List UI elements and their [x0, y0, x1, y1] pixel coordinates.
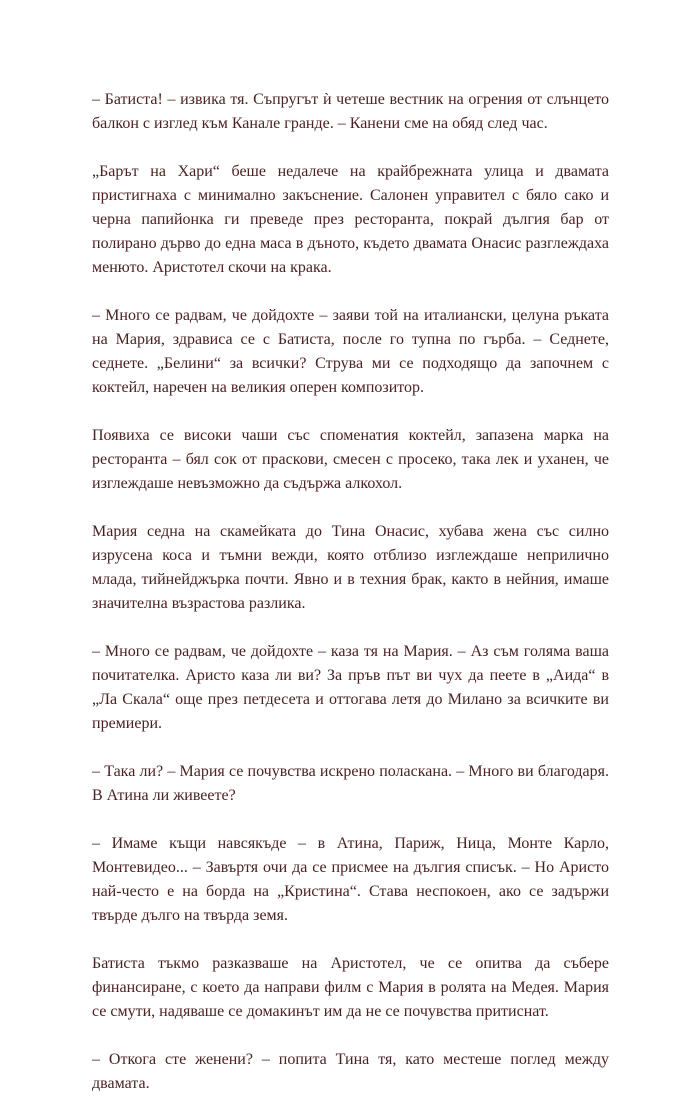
- paragraph: – Много се радвам, че дойдохте – каза тя на Мария. – Аз съм голяма ваша почитателка. Аристо каза ли ви? За пръв път ви чух да пеете в „Аида“ в „Ла Скала“ още през петдесета и оттогава летя до Милано за всичките ви премиери.: [92, 643, 609, 732]
- paragraph: Батиста тъкмо разказваше на Аристотел, че се опитва да събере финансиране, с което да направи филм с Мария в ролята на Медея. Мария се смути, надяваше се домакинът им да не се почувства притиснат.: [92, 955, 609, 1020]
- paragraph: – Имаме къщи навсякъде – в Атина, Париж, Ница, Монте Карло, Монтевидео... – Завъртя очи да се присмее на дългия списък. – Но Аристо най-често е на борда на „Кристина“. Става неспокоен, ако се задържи твърде дълго на твърда земя.: [92, 835, 609, 924]
- text-body: [92, 88, 609, 1096]
- paragraph: – Много се радвам, че дойдохте – заяви той на италиански, целуна ръката на Мария, здрависа се с Батиста, после го тупна по гърба. – Седнете, седнете. „Белини“ за всички? Струва ми се подходящо да започнем с коктейл, наречен на великия оперен композитор.: [92, 307, 609, 396]
- paragraph: – Откога сте женени? – попита Тина тя, като местеше поглед между двамата.: [92, 1051, 609, 1092]
- paragraph: – Батиста! – извика тя. Съпругът ѝ четеше вестник на огрения от слънцето балкон с изглед към Канале гранде. – Канени сме на обяд след час.: [92, 91, 609, 132]
- paragraph: – Така ли? – Мария се почувства искрено поласкана. – Много ви благодаря. В Атина ли живеете?: [92, 763, 609, 804]
- paragraph: Мария седна на скамейката до Тина Онасис, хубава жена със силно изрусена коса и тъмни вежди, която отблизо изглеждаше неприлично млада, тийнейджърка почти. Явно и в техния брак, както в нейния, имаше значителна възрастова разлика.: [92, 523, 609, 612]
- paragraph: Появиха се високи чаши със споменатия коктейл, запазена марка на ресторанта – бял сок от праскови, смесен с просеко, така лек и уханен, че изглеждаше невъзможно да съдържа алкохол.: [92, 427, 609, 492]
- paragraph: „Барът на Хари“ беше недалече на крайбрежната улица и двамата пристигнаха с минимално закъснение. Салонен управител с бяло сако и черна папийонка ги преведе през ресторанта, покрай дългия бар от полирано дърво до една маса в дъното, където двамата Онасис разглеждаха менюто. Аристотел скочи на крака.: [92, 163, 609, 276]
